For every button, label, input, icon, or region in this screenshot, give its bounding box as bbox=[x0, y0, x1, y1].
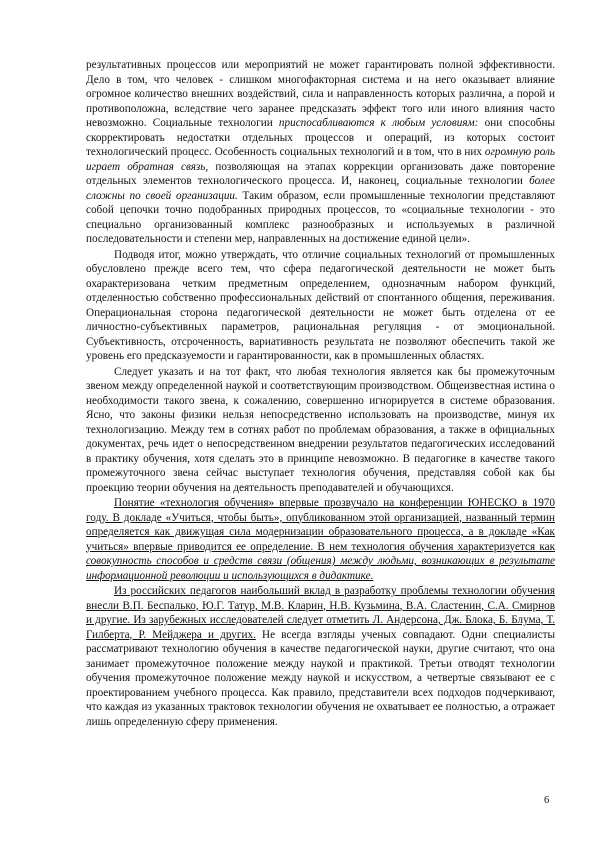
paragraph-5 bbox=[86, 584, 555, 729]
paragraph-1-segment-5: позволяющая на этапах коррекции организовать даже повторение отдельных элементов технологического процесса. И, наконец, социальные технологии bbox=[86, 160, 555, 187]
paragraph-3-segment-1: Следует указать и на тот факт, что любая технология является как бы промежуточным звеном между определенной наукой и соответствующим производством. Общеизвестная истина о необходимости такого звена, к сожалению, совершенно игнорируется в системе образования. Ясно, что законы физики нельзя непосредственно использовать на производстве, минуя их технологизацию. Между тем в сотнях работ по проблемам образования, а также в официальных документах, речь идет о непосредственном внедрении результатов педагогических исследований в практику обучения, хотя сделать это в принципе невозможно. В педагогике в качестве такого промежуточного звена сейчас выступает технология обучения, представляя собой как бы проекцию теории обучения на деятельность преподавателей и обучающихся. bbox=[86, 365, 555, 494]
paragraph-1-segment-1: результативных процессов или мероприятий не может гарантировать полной эффективности. Дело в том, что человек - слишком многофакторная система и на него оказывает влияние огромное количество внешних воздействий, сила и направленность которых различна, а порой и противоположна, вследствие чего заранее предсказать эффект того или иного влияния часто невозможно. Социальные технологии bbox=[86, 59, 555, 129]
paragraph-4 bbox=[86, 496, 555, 583]
paragraph-3 bbox=[86, 365, 555, 496]
paragraph-4-segment-2: совокупность способов и средств связи (общения) между людьми, возникающих в результате информационной революции и использующихся в дидактике. bbox=[86, 555, 555, 582]
paragraph-1 bbox=[86, 58, 555, 247]
paragraph-2-segment-1: Подводя итог, можно утверждать, что отличие социальных технологий от промышленных обусловлено прежде всего тем, что сфера педагогической деятельности не может быть охарактеризована четким предметным определением, однозначным набором функций, отделенностью собственно профессиональных действий от спонтанного общения, переживания. Операциональная сторона педагогической деятельности не может быть отделена от ее личностно-субъективных параметров, рациональная регуляция - от эмоциональной. Субъективность, отсроченность, вариативность результата не позволяют обеспечить такой же уровень его предсказуемости и гарантированности, как в промышленных областях. bbox=[86, 248, 555, 362]
document-page bbox=[86, 58, 555, 729]
paragraph-1-segment-6: более сложны по своей организации. bbox=[86, 175, 555, 202]
paragraph-5-segment-2: Не всегда взгляды ученых совпадают. Одни специалисты рассматривают технологию обучения в качестве педагогической науки, другие считают, что она занимает промежуточное положение между наукой и практикой. Третьи отводят технологии обучения промежуточное положение между наукой и искусством, а четвертые связывают ее с проектированием учебного процесса. Как правило, представители всех подходов подчеркивают, что каждая из указанных трактовок технологии обучения не охватывает ее полностью, а отражает лишь определенную сферу применения. bbox=[86, 628, 555, 728]
paragraph-4-segment-1: Понятие «технология обучения» впервые прозвучало на конференции ЮНЕСКО в 1970 году. В докладе «Учиться, чтобы быть», опубликованном этой организацией, названный термин определяется как движущая сила модернизации образовательного процесса, а в докладе «Как учиться» впервые приводится ее определение. В нем технология обучения характеризуется как bbox=[86, 497, 555, 553]
paragraph-1-segment-3: они способны скорректировать недостатки отдельных процессов и операций, из которых состоит технологический процесс. Особенность социальных технологий и в том, что в них bbox=[86, 117, 555, 158]
paragraph-5-segment-1: Из российских педагогов наибольший вклад в разработку проблемы технологии обучения внесли В.П. Беспалько, Ю.Г. Татур, М.В. Кларин, Н.В. Кузьмина, В.А. Сластенин, С.А. Смирнов и другие. Из зарубежных исследователей следует отметить Л. Андерсона, Дж. Блока, Б. Блума, Т. Гилберта, Р. Мейджера и других. bbox=[86, 585, 555, 641]
paragraph-1-segment-4: огромную роль играет обратная связь, bbox=[86, 146, 555, 173]
page-number: 6 bbox=[544, 795, 550, 806]
paragraph-1-segment-7: Таким образом, если промышленные технологии представляют собой цепочки точно подобранных природных процессов, то «социальные технологии - это специально организованный комплекс разнообразных и используемых в различной последовательности и степени мер, направленных на достижение единой цели». bbox=[86, 189, 556, 245]
paragraph-2 bbox=[86, 248, 555, 364]
paragraph-1-segment-2: приспосабливаются к любым условиям: bbox=[278, 117, 479, 129]
